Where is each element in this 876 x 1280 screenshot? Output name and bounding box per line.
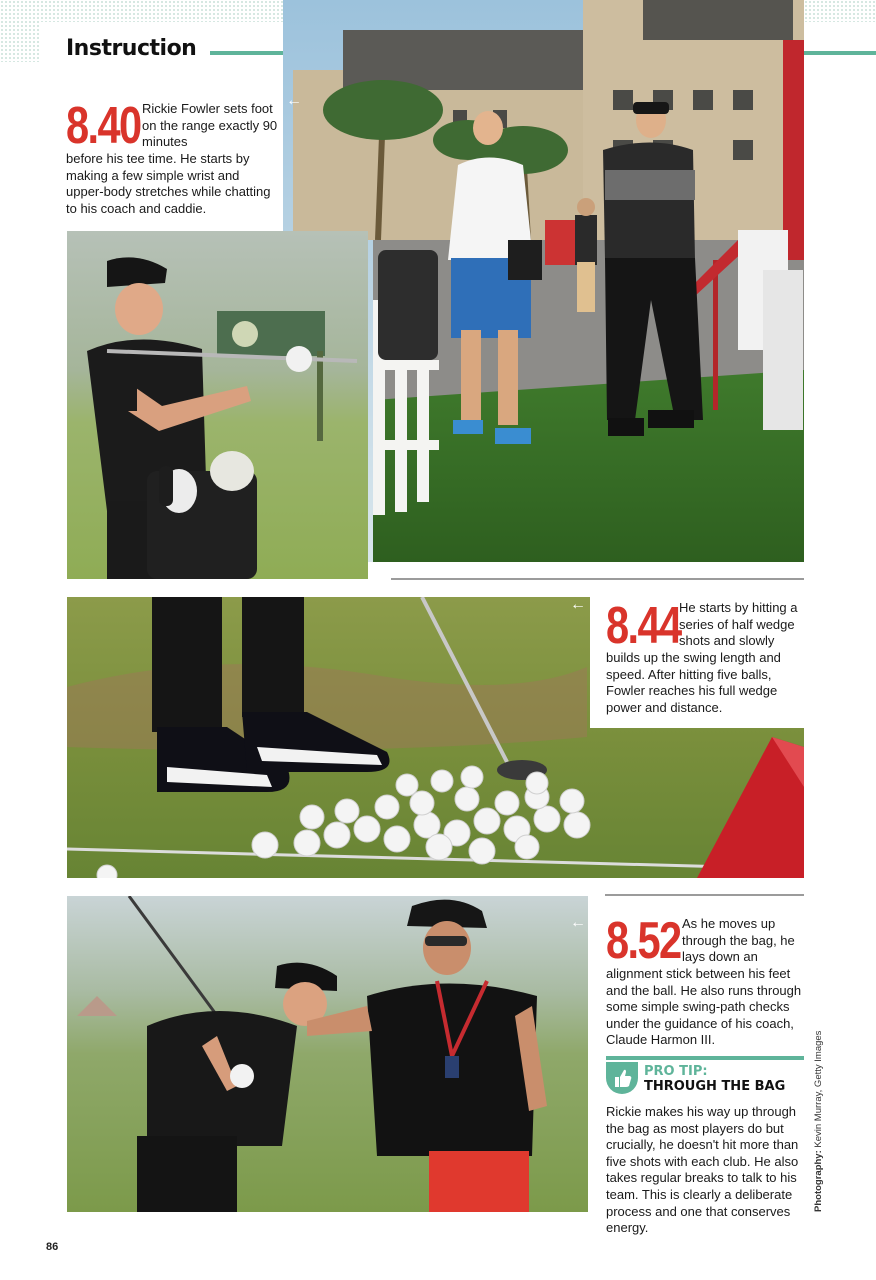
arrow-icon: ← (570, 596, 586, 613)
photo-credit-names: Kevin Murray, Getty Images (813, 1030, 824, 1151)
corner-dot-pattern-left (0, 0, 40, 62)
thumbs-up-icon (606, 1062, 638, 1094)
step-852 (606, 912, 806, 1049)
step-840-lead-text: Rickie Fowler sets foot on the range exactly 90 minutes (142, 101, 278, 150)
step-840 (66, 97, 278, 217)
pro-tip-title: THROUGH THE BAG (644, 1079, 786, 1094)
step-852-lead-text: As he moves up through the bag, he lays down an (682, 916, 795, 965)
page-number: 86 (46, 1241, 59, 1253)
divider-rule-1 (391, 578, 804, 580)
corner-dot-pattern-right (804, 0, 876, 22)
pro-tip-label: PRO TIP: (644, 1064, 708, 1079)
step-840-text: before his tee time. He starts by making a few simple wrist and upper-body stretches while chatting to his coach and caddie. (66, 151, 271, 216)
photo-coach-guidance (67, 896, 588, 1212)
step-844 (590, 597, 804, 728)
section-title-rule-left (210, 51, 283, 55)
step-844-time: 8.44 (606, 597, 681, 655)
section-title-rule-right (804, 51, 876, 55)
section-title: Instruction (66, 36, 197, 61)
top-dot-pattern (40, 0, 283, 22)
photo-credit (813, 1031, 824, 1212)
photo-credit-label: Photography: (813, 1150, 824, 1212)
step-852-time: 8.52 (606, 912, 681, 970)
pro-tip-box (606, 1056, 804, 1237)
arrow-icon: ← (286, 92, 302, 109)
step-852-text: alignment stick between his feet and the ball. He also runs through some simple swing-path checks under the guidance of his coach, Claude Harmon III. (606, 966, 802, 1048)
step-840-time: 8.40 (66, 97, 141, 155)
arrow-icon: ← (570, 914, 586, 931)
pro-tip-text: Rickie makes his way up through the bag as most players do but crucially, he doesn't hit more than five shots with each club. He also takes regular breaks to talk to his team. This is clearly a deliberate process and one that conserves energy. (606, 1104, 799, 1236)
divider-rule-2 (605, 894, 804, 896)
step-844-lead-text: He starts by hitting a series of half wedge shots and slowly (679, 600, 798, 649)
step-844-text: builds up the swing length and speed. After hitting five balls, Fowler reaches his full wedge power and distance. (606, 650, 781, 715)
photo-stretching (67, 231, 368, 579)
